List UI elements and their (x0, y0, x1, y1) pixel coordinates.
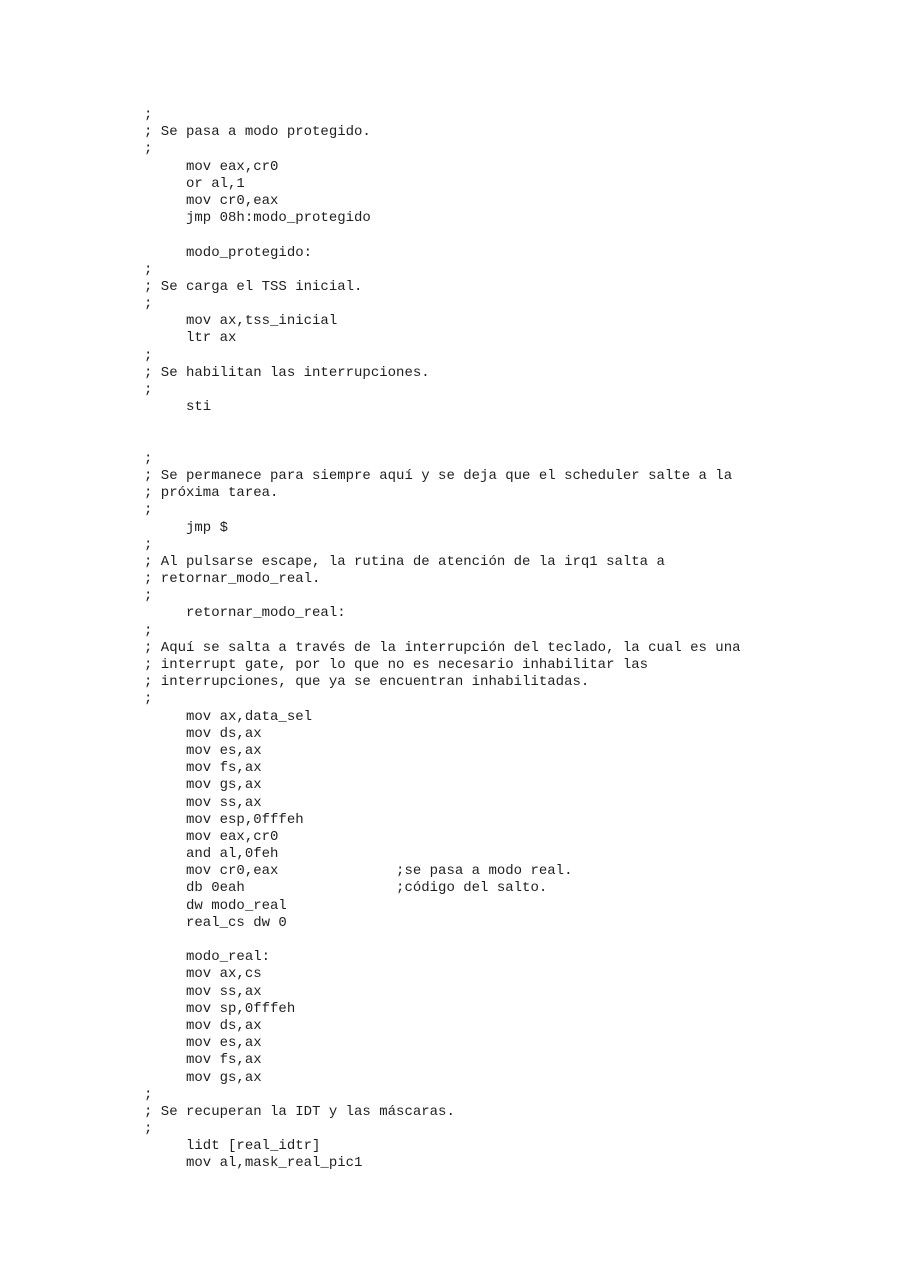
code-line (144, 434, 844, 451)
code-line: mov cr0,eax ;se pasa a modo real. (144, 863, 573, 880)
code-line (144, 932, 844, 949)
code-line: modo_protegido: (144, 244, 313, 261)
code-line: ; (144, 588, 153, 605)
code-line: jmp $ (144, 519, 229, 536)
code-line: ; (144, 347, 153, 364)
code-line: mov gs,ax (144, 777, 262, 794)
code-line: mov ax,tss_inicial (144, 313, 338, 330)
code-line: ; Se pasa a modo protegido. (144, 124, 371, 141)
code-line: mov ds,ax (144, 1017, 262, 1034)
code-line: ; (144, 141, 153, 158)
code-line: ; (144, 296, 153, 313)
code-line: jmp 08h:modo_protegido (144, 210, 371, 227)
code-line (144, 227, 844, 244)
code-line: mov eax,cr0 (144, 828, 279, 845)
code-line: ; interrupt gate, por lo que no es necesario inhabilitar las (144, 657, 649, 673)
code-line: ; Se permanece para siempre aquí y se deja que el scheduler salte a la (144, 467, 733, 484)
code-line: ltr ax (144, 330, 237, 347)
code-line: ; interrupciones, que ya se encuentran inhabilitadas. (144, 674, 590, 691)
code-line: mov es,ax (144, 1035, 262, 1052)
code-line: real_cs dw 0 (144, 914, 287, 931)
code-line: ; (144, 382, 153, 398)
code-line: or al,1 (144, 175, 245, 192)
code-line (144, 416, 844, 433)
code-line: mov ax,data_sel (144, 708, 313, 725)
code-line: ; Se carga el TSS inicial. (144, 278, 363, 295)
code-line: mov es,ax (144, 742, 262, 759)
code-line: modo_real: (144, 949, 271, 966)
code-line: retornar_modo_real: (144, 605, 346, 622)
code-line: ; Al pulsarse escape, la rutina de atención de la irq1 salta a (144, 553, 665, 570)
code-line: mov ss,ax (144, 983, 262, 1000)
code-line: ; Aquí se salta a través de la interrupción del teclado, la cual es una (144, 639, 741, 656)
code-line: ; (144, 1121, 153, 1138)
code-line: ; próxima tarea. (144, 485, 279, 502)
code-line: mov fs,ax (144, 760, 262, 777)
code-line: sti (144, 399, 212, 416)
code-line: ; retornar_modo_real. (144, 571, 321, 588)
code-line: mov eax,cr0 (144, 158, 279, 175)
code-line: db 0eah ;código del salto. (144, 880, 548, 897)
code-line: ; (144, 536, 153, 553)
code-line: ; (144, 107, 153, 123)
code-line: ; (144, 450, 153, 467)
code-line: mov ax,cs (144, 966, 262, 983)
code-line: mov sp,0fffeh (144, 1000, 296, 1017)
code-line: mov fs,ax (144, 1052, 262, 1069)
code-line: mov gs,ax (144, 1069, 262, 1086)
code-line: mov ss,ax (144, 794, 262, 811)
code-line: mov ds,ax (144, 725, 262, 742)
code-line: mov esp,0fffeh (144, 811, 304, 828)
code-line: ; (144, 502, 153, 519)
code-line: ; (144, 261, 153, 278)
code-line: ; (144, 622, 153, 639)
code-line: mov al,mask_real_pic1 (144, 1155, 363, 1172)
code-line: ; Se habilitan las interrupciones. (144, 364, 430, 381)
assembly-code-listing (144, 107, 844, 1173)
code-line: dw modo_real (144, 897, 287, 914)
code-line: mov cr0,eax (144, 192, 279, 209)
code-line: ; Se recuperan la IDT y las máscaras. (144, 1103, 455, 1120)
code-line: ; (144, 691, 153, 708)
code-line: ; (144, 1086, 153, 1103)
code-line: lidt [real_idtr] (144, 1138, 321, 1155)
code-line: and al,0feh (144, 846, 279, 863)
